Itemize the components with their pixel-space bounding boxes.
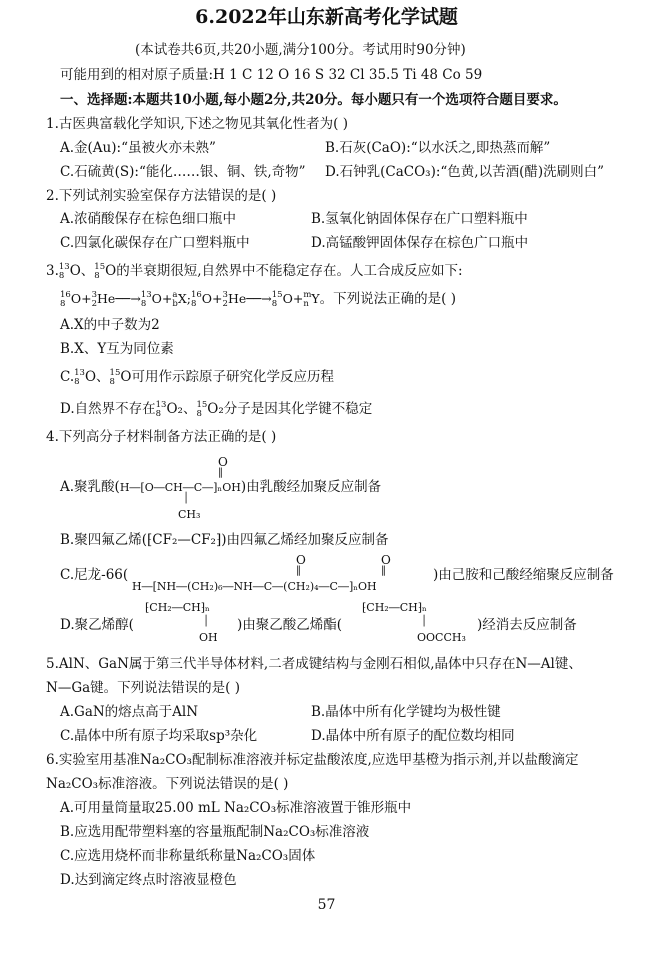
q4d-mid: )由聚乙酸乙烯酯( <box>237 617 343 633</box>
q4c-double-bond-2: ‖ <box>381 565 386 576</box>
question-4-stem: 4.下列高分子材料制备方法正确的是( ) <box>46 429 277 445</box>
q3-stem-mid: O、 <box>69 263 95 279</box>
q1-option-d: D.石钟乳(CaCO₃):“色黄,以苦酒(醋)洗刷则白” <box>325 164 605 180</box>
q4c-post: )由己胺和己酸经缩聚反应制备 <box>433 567 614 583</box>
q4d-bond-2: │ <box>421 616 428 627</box>
isotope-o16: 16 8 <box>60 289 71 309</box>
q4d-acetate: OOCCH₃ <box>417 631 466 644</box>
q3-number: 3. <box>46 263 59 279</box>
question-3-stem <box>46 262 463 281</box>
q3-option-b: B.X、Y互为同位素 <box>60 341 174 357</box>
q4c-carbonyl-o1: O <box>296 553 306 567</box>
q2-option-a: A.浓硝酸保存在棕色细口瓶中 <box>60 211 237 227</box>
particle-y: m n <box>303 289 312 309</box>
q4d-bond-1: │ <box>203 616 210 627</box>
isotope-o15: 15 8 <box>94 261 106 281</box>
question-6-stem-2: Na₂CO₃标准溶液。下列说法错误的是( ) <box>46 776 289 792</box>
q3-d-mid: O₂、 <box>166 401 197 417</box>
nylon-66-structure: H―[NH―(CH₂)₆―NH―C―(CH₂)₄―C―]ₙOH <box>132 580 377 593</box>
q2-option-b: B.氢氧化钠固体保存在广口塑料瓶中 <box>311 211 528 227</box>
q2-option-c: C.四氯化碳保存在广口塑料瓶中 <box>60 235 250 251</box>
q6-option-b: B.应选用配带塑料塞的容量瓶配制Na₂CO₃标准溶液 <box>60 824 370 840</box>
q6-option-c: C.应选用烧杯而非称量纸称量Na₂CO₃固体 <box>60 848 316 864</box>
q4a-carbonyl-o: O <box>218 455 228 469</box>
page-number: 57 <box>317 897 336 913</box>
polylactic-acid-structure: H―[O―CH―C―]ₙOH <box>119 481 241 494</box>
q5-option-c: C.晶体中所有原子均采取sp³杂化 <box>60 728 258 744</box>
q4c-double-bond-1: ‖ <box>296 565 301 576</box>
question-5-stem-2: N—Ga键。下列说法错误的是( ) <box>46 680 240 696</box>
q1-option-a: A.金(Au):“虽被火亦未熟” <box>60 140 216 156</box>
q3-stem-post: O的半衰期很短,自然界中不能稳定存在。人工合成反应如下: <box>105 263 463 279</box>
q4a-pre: A.聚乳酸( <box>60 479 120 495</box>
q4a-double-bond: ‖ <box>218 467 223 478</box>
q3-c-post: O可用作示踪原子研究化学反应历程 <box>120 369 334 385</box>
question-6-stem-1: 6.实验室用基准Na₂CO₃配制标准溶液并标定盐酸浓度,应选甲基橙为指示剂,并以盐酸滴定 <box>46 752 579 768</box>
q3-c-pre: C. <box>60 369 75 385</box>
pvac-structure: ⁅CH₂―CH⁆ₙ <box>362 601 427 614</box>
q4-option-b: B.聚四氟乙烯(⁅CF₂—CF₂⁆)由四氟乙烯经加聚反应制备 <box>60 532 389 548</box>
q3-option-a: A.X的中子数为2 <box>60 317 160 333</box>
q4c-label: C.尼龙-66( <box>60 567 129 583</box>
q4-option-d <box>60 616 134 634</box>
q4a-post: )由乳酸经加聚反应制备 <box>240 479 382 495</box>
q3-d-pre: D.自然界不存在 <box>60 401 156 417</box>
q2-option-d: D.高锰酸钾固体保存在棕色广口瓶中 <box>311 235 529 251</box>
q1-option-b: B.石灰(CaO):“以水沃之,即热蒸而解” <box>325 140 551 156</box>
q5-option-b: B.晶体中所有化学键均为极性键 <box>311 704 501 720</box>
isotope-o13-c: 13 8 <box>74 367 85 387</box>
q4a-bond-down: │ <box>183 493 190 504</box>
q3-d-post: O₂分子是因其化学键不稳定 <box>207 401 373 417</box>
q4d-pre: D.聚乙烯醇( <box>60 617 134 633</box>
q1-option-c: C.石硫黄(S):“能化……银、铜、铁,奇物” <box>60 164 306 180</box>
isotope-o13-d: 13 8 <box>155 399 167 419</box>
q4c-carbonyl-o2: O <box>381 553 391 567</box>
page-title: 6.2022年山东新高考化学试题 <box>195 6 458 28</box>
question-2-stem: 2.下列试剂实验室保存方法错误的是( ) <box>46 188 277 204</box>
isotope-o16-b: 16 8 <box>190 289 202 309</box>
product-o15: 15 8 <box>271 289 283 309</box>
q3-c-mid: O、 <box>84 369 110 385</box>
helium-3-b: 3 2 <box>222 289 228 309</box>
q3-option-d <box>60 400 372 419</box>
exam-info: (本试卷共6页,共20小题,满分100分。考试用时90分钟) <box>135 42 466 58</box>
q4a-methyl: CH₃ <box>178 508 201 521</box>
q4d-post: )经消去反应制备 <box>477 617 577 633</box>
particle-x: a b <box>172 289 178 309</box>
product-o13: 13 8 <box>140 289 152 309</box>
q4-option-a <box>60 478 381 497</box>
q3-reaction: 16 8 O+ 3 2 He──→ 13 8 O+ a b X; 16 8 O+ 3 2 He──→ 15 8 O+ m n Y。下列说法正确的是( ) <box>60 289 456 309</box>
helium-3-a: 3 2 <box>91 289 97 309</box>
q3-option-c <box>60 368 334 387</box>
question-1-stem: 1.古医典富载化学知识,下述之物见其氧化性者为( ) <box>46 116 348 132</box>
section-heading: 一、选择题:本题共10小题,每小题2分,共20分。每小题只有一个选项符合题目要求。 <box>60 92 567 108</box>
q4d-hydroxyl: OH <box>199 631 218 644</box>
q5-option-d: D.晶体中所有原子的配位数均相同 <box>311 728 515 744</box>
q5-option-a: A.GaN的熔点高于AlN <box>60 704 199 720</box>
q6-option-a: A.可用量筒量取25.00 mL Na₂CO₃标准溶液置于锥形瓶中 <box>60 800 412 816</box>
isotope-o13: 13 8 <box>58 261 70 281</box>
pva-structure: ⁅CH₂―CH⁆ₙ <box>145 601 210 614</box>
question-5-stem-1: 5.AlN、GaN属于第三代半导体材料,二者成键结构与金刚石相似,晶体中只存在N—Al键、 <box>46 656 582 672</box>
q6-option-d: D.达到滴定终点时溶液显橙色 <box>60 872 237 888</box>
q3-reaction-tail: 。下列说法正确的是( ) <box>319 291 456 307</box>
atomic-masses: 可能用到的相对原子质量:H 1 C 12 O 16 S 32 Cl 35.5 Ti 48 Co 59 <box>60 67 483 83</box>
isotope-o15-c: 15 8 <box>109 367 121 387</box>
isotope-o15-d: 15 8 <box>196 399 208 419</box>
